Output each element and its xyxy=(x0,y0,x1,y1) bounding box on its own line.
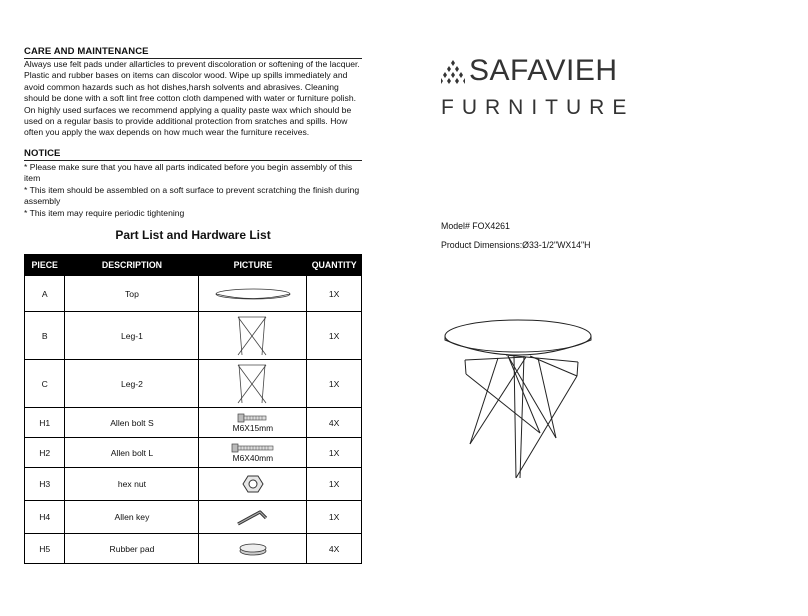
header-picture: PICTURE xyxy=(199,255,307,276)
bolt-size-label: M6X40mm xyxy=(232,452,274,463)
quantity-cell: 1X xyxy=(307,360,362,408)
parts-list-title: Part List and Hardware List xyxy=(115,228,271,242)
header-piece: PIECE xyxy=(25,255,65,276)
picture-cell xyxy=(199,312,307,360)
description-cell: Leg-1 xyxy=(65,312,199,360)
care-title: CARE AND MAINTENANCE xyxy=(24,46,149,57)
piece-cell: B xyxy=(25,312,65,360)
quantity-cell: 1X xyxy=(307,438,362,468)
notice-list xyxy=(24,162,360,219)
header-description: DESCRIPTION xyxy=(65,255,199,276)
quantity-cell: 4X xyxy=(307,534,362,564)
table-row xyxy=(25,501,362,534)
table-row xyxy=(25,438,362,468)
description-cell: Rubber pad xyxy=(65,534,199,564)
picture-cell xyxy=(199,438,307,468)
care-text: Always use felt pads under allarticles to prevent discoloration or softening of the lacquer. Plastic and rubber bases on items can discolor wood. Wipe up spills immediately and avoid common hazards such as hot dishes,harsh solvents and abrasives. Cleaning should be done with a soft lint free cotton cloth dampened with water or furniture polish. On highly used surfaces we recommend applying a quality paste wax which should be used on a regular basis to provide additional protection from sratches and spills. How often you apply the wax depends on how much wear the furniture receives. xyxy=(24,59,360,138)
picture-cell xyxy=(199,468,307,501)
allen-key-icon xyxy=(236,506,270,528)
hex-nut-icon xyxy=(242,474,264,494)
leg-icon xyxy=(233,315,273,357)
description-cell: Allen key xyxy=(65,501,199,534)
leg-icon xyxy=(233,363,273,405)
notice-item: * Please make sure that you have all parts indicated before you begin assembly of this item xyxy=(24,162,353,184)
parts-table-header xyxy=(25,255,362,276)
quantity-cell: 1X xyxy=(307,501,362,534)
bolt-size-label: M6X15mm xyxy=(232,422,274,433)
piece-cell: A xyxy=(25,276,65,312)
notice-item: * This item should be assembled on a soft surface to prevent scratching the finish during assembly xyxy=(24,184,360,207)
table-row xyxy=(25,360,362,408)
bolt-long-icon xyxy=(231,443,275,453)
piece-cell: H4 xyxy=(25,501,65,534)
table-row xyxy=(25,468,362,501)
description-cell: hex nut xyxy=(65,468,199,501)
header-quantity: QUANTITY xyxy=(307,255,362,276)
table-drawing xyxy=(438,318,598,488)
description-cell: Leg-2 xyxy=(65,360,199,408)
model-number: Model# FOX4261 xyxy=(441,221,510,231)
brand-name: SAFAVIEH xyxy=(469,54,618,87)
bolt-short-icon xyxy=(237,413,269,423)
quantity-cell: 1X xyxy=(307,468,362,501)
table-row xyxy=(25,312,362,360)
parts-table xyxy=(24,254,362,564)
picture-cell xyxy=(199,501,307,534)
piece-cell: H1 xyxy=(25,408,65,438)
piece-cell: H5 xyxy=(25,534,65,564)
table-row xyxy=(25,534,362,564)
notice-title: NOTICE xyxy=(24,148,61,159)
description-cell: Allen bolt S xyxy=(65,408,199,438)
description-cell: Allen bolt L xyxy=(65,438,199,468)
notice-item: * This item may require periodic tightening xyxy=(24,207,185,218)
table-row xyxy=(25,408,362,438)
table-row xyxy=(25,276,362,312)
quantity-cell: 4X xyxy=(307,408,362,438)
notice-divider xyxy=(24,160,362,161)
piece-cell: H3 xyxy=(25,468,65,501)
picture-cell xyxy=(199,360,307,408)
piece-cell: C xyxy=(25,360,65,408)
rubber-pad-icon xyxy=(238,542,268,556)
logo-mark-icon xyxy=(441,60,465,86)
quantity-cell: 1X xyxy=(307,312,362,360)
picture-cell xyxy=(199,276,307,312)
description-cell: Top xyxy=(65,276,199,312)
quantity-cell: 1X xyxy=(307,276,362,312)
product-dimensions: Product Dimensions:Ø33-1/2"WX14"H xyxy=(441,240,591,250)
picture-cell xyxy=(199,534,307,564)
tabletop-icon xyxy=(213,287,293,301)
piece-cell: H2 xyxy=(25,438,65,468)
picture-cell xyxy=(199,408,307,438)
brand-subtitle: FURNITURE xyxy=(441,96,635,119)
